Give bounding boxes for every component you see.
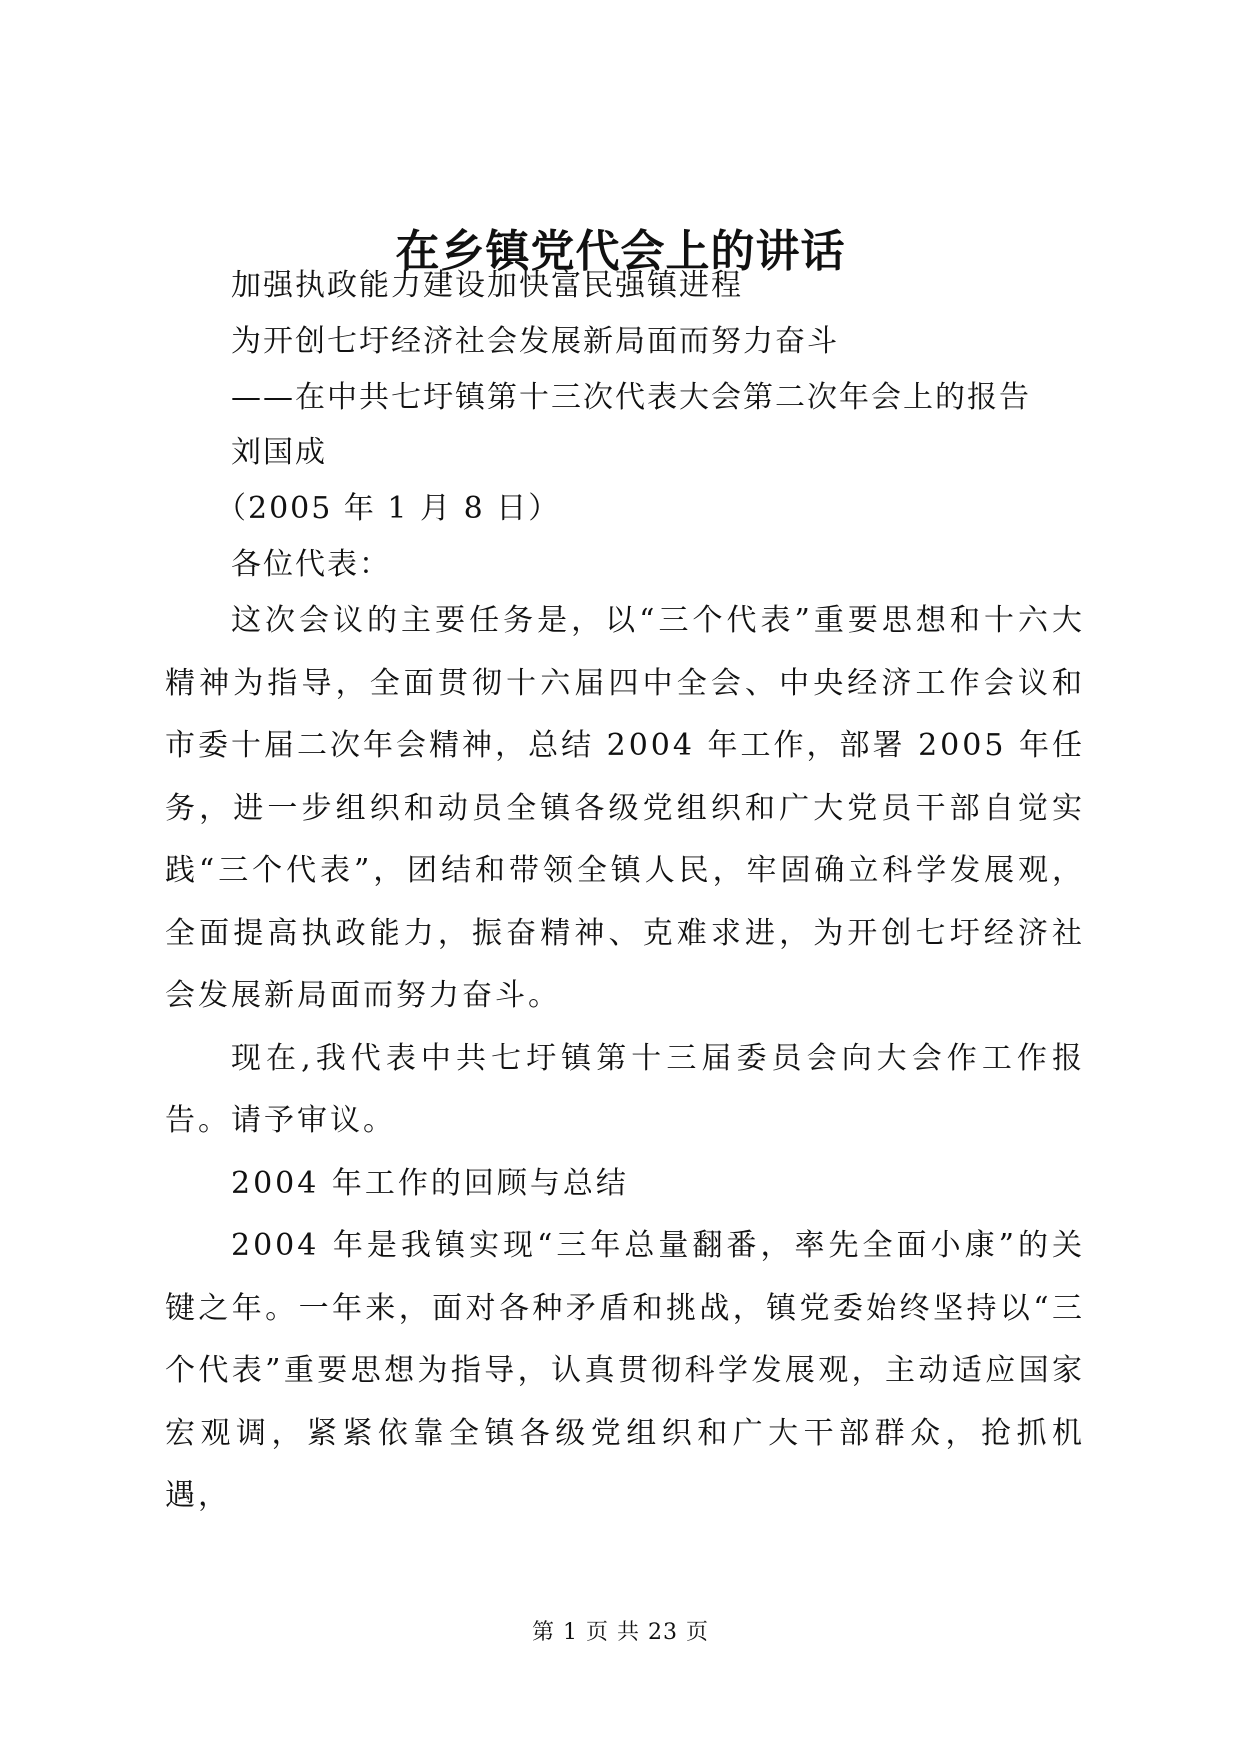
salutation: 各位代表： — [231, 547, 391, 582]
subtitle-line: 为开创七圩经济社会发展新局面而努力奋斗 — [231, 324, 839, 359]
document-title: 在乡镇党代会上的讲话 — [395, 226, 846, 277]
document-body — [165, 590, 1085, 1528]
subtitle-line: ——在中共七圩镇第十三次代表大会第二次年会上的报告 — [231, 380, 1031, 415]
body-paragraph: 现在,我代表中共七圩镇第十三届委员会向大会作工作报告。请予审议。 — [165, 1040, 1085, 1138]
page-footer: 第 1 页 共 23 页 — [532, 1620, 709, 1645]
body-paragraph: 2004 年是我镇实现“三年总量翻番，率先全面小康”的关键之年。一年来，面对各种矛盾和挑战，镇党委始终坚持以“三个代表”重要思想为指导，认真贯彻科学发展观，主动适应国家宏观调，紧紧依靠全镇各级党组织和广大干部群众，抢抓机遇， — [165, 1228, 1085, 1513]
author-name: 刘国成 — [231, 435, 327, 470]
report-date: （2005 年 1 月 8 日） — [216, 491, 561, 526]
body-paragraph: 这次会议的主要任务是，以“三个代表”重要思想和十六大精神为指导，全面贯彻十六届四中全会、中央经济工作会议和市委十届二次年会精神，总结 2004 年工作，部署 2005 年任务，进一步组织和动员全镇各级党组织和广大党员干部自觉实践“三个代表”，团结和带领全镇人民，牢固确立科学发展观，全面提高执政能力，振奋精神、克难求进，为开创七圩经济社会发展新局面而努力奋斗。 — [165, 603, 1085, 1013]
subtitle-line: 加强执政能力建设加快富民强镇进程 — [231, 268, 743, 303]
section-heading: 2004 年工作的回顾与总结 — [231, 1165, 629, 1201]
